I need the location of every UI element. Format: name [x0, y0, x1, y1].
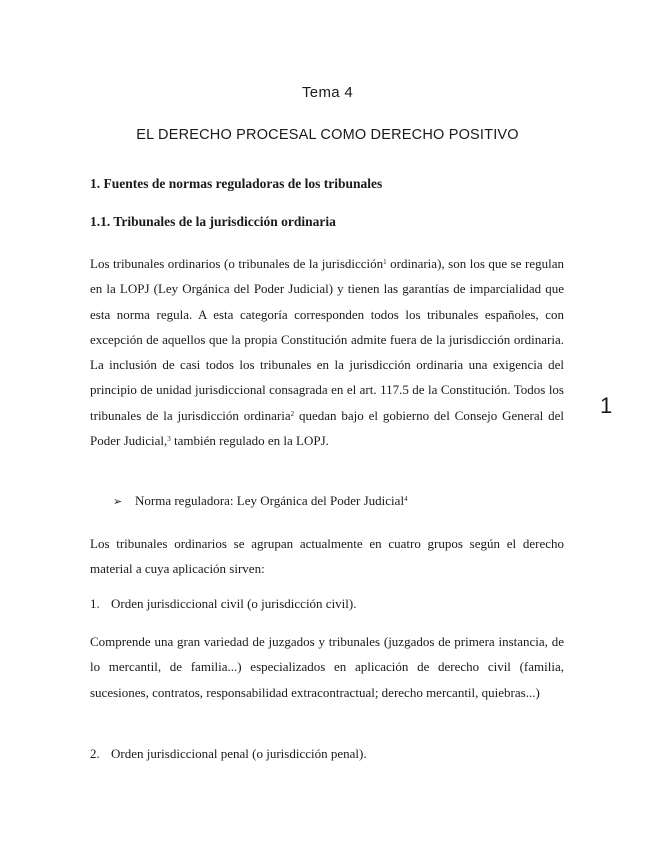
list-item-civil	[90, 596, 357, 612]
list-number: 1.	[90, 596, 100, 611]
footnote-ref-1[interactable]: 1	[383, 258, 387, 267]
paragraph-civil-description: Comprende una gran variedad de juzgados y tribunales (juzgados de primera instancia, de lo mercantil, de familia...) especializados en aplicación de derecho civil (familia, sucesiones, contratos, responsabilidad extracontractual; derecho mercantil, quiebras...)	[90, 634, 564, 700]
footnote-ref-2[interactable]: 2	[290, 409, 295, 418]
list-text: Orden jurisdiccional penal (o jurisdicción penal).	[111, 746, 367, 761]
bullet-item-regulation	[113, 493, 408, 509]
footnote-ref-3[interactable]: 3	[167, 435, 171, 444]
paragraph-text: también regulado en la LOPJ.	[170, 433, 329, 449]
paragraph-text: Los tribunales ordinarios (o tribunales de la jurisdicción	[90, 256, 384, 271]
paragraph-text: ordinaria), son los que se regulan en la LOPJ (Ley Orgánica del Poder Judicial) y tienen las garantías de imparcialidad que esta norma regula. A esta categoría corresponden todos los tribunales españoles, con excepción de aquellos que la propia Constitución admite fuera de la jurisdicción ordinaria. La inclusión de casi todos los tribunales en la jurisdicción ordinaria una exigencia del principio de unidad jurisdiccional consagrada en el art. 117.5 de la Constitución. Todos los tribunales de la jurisdicción ordinaria	[90, 256, 564, 423]
section-heading-1: 1. Fuentes de normas reguladoras de los tribunales	[90, 176, 383, 191]
footnote-ref-4[interactable]: 4	[404, 495, 408, 504]
chapter-title: EL DERECHO PROCESAL COMO DERECHO POSITIVO	[136, 127, 519, 143]
paragraph-court-groups: Los tribunales ordinarios se agrupan actualmente en cuatro grupos según el derecho material a cuya aplicación sirven:	[90, 536, 564, 577]
bullet-text: Norma reguladora: Ley Orgánica del Poder Judicial	[135, 493, 405, 508]
list-number: 2.	[90, 746, 100, 761]
section-heading-1-1: 1.1. Tribunales de la jurisdicción ordinaria	[90, 214, 336, 229]
paragraph-ordinary-courts	[90, 251, 564, 453]
topic-title: Tema 4	[302, 84, 353, 101]
page-number: 1	[600, 393, 613, 418]
paragraph-text: quedan bajo el gobierno del Consejo General del Poder Judicial,	[90, 407, 565, 449]
arrow-bullet-icon: ➢	[113, 496, 123, 508]
list-item-penal	[90, 746, 367, 762]
list-text: Orden jurisdiccional civil (o jurisdicción civil).	[111, 596, 357, 611]
